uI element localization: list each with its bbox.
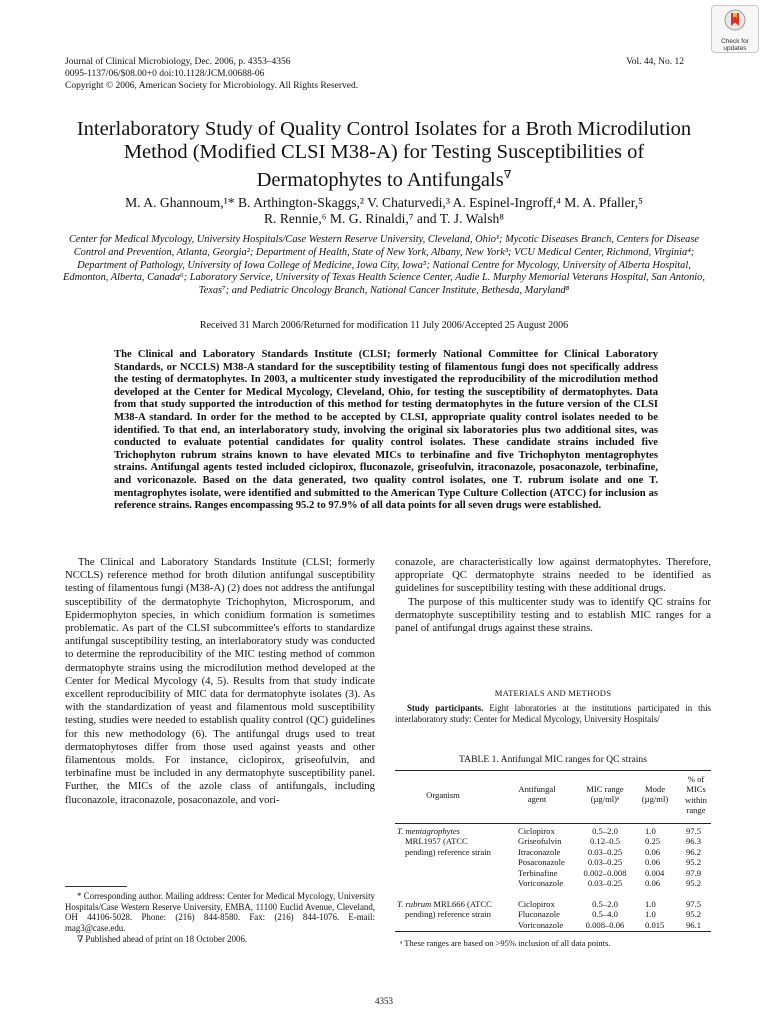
table-header-rule (395, 823, 711, 824)
table-cell-mic: 0.03–0.25 (587, 878, 623, 888)
section-heading-methods: MATERIALS AND METHODS (494, 688, 612, 698)
table-caption: TABLE 1. Antifungal MIC ranges for QC strains (459, 754, 647, 765)
check-for-updates-badge[interactable] (711, 5, 759, 53)
table-cell-organism: pending) reference strain (405, 909, 491, 920)
authors-line-2: R. Rennie,⁶ M. G. Rinaldi,⁷ and T. J. Walsh⁸ (263, 211, 505, 226)
table-header-mode: Mode (µg/ml) (641, 784, 669, 805)
table-cell-agent: Voriconazole (518, 919, 564, 930)
table-header-organism: Organism (426, 790, 460, 800)
table-cell-agent: Voriconazole (518, 878, 564, 888)
body-left-column (65, 556, 375, 807)
table-footnote: ᵃ These ranges are based on >95% inclusion of all data points. (400, 938, 611, 948)
study-participants-paragraph (395, 703, 711, 725)
table-cell-mode: 0.015 (645, 919, 665, 930)
table-bottom-rule (395, 931, 711, 932)
table-cell-agent: Ciclopirox (518, 826, 555, 836)
badge-label-1: Check for (721, 38, 749, 45)
table-cell-mode: 0.004 (645, 867, 665, 878)
table-cell-mode: 0.25 (645, 836, 661, 847)
footnotes (65, 891, 375, 945)
table-cell-organism: pending) reference strain (405, 846, 491, 857)
table-cell-mode: 1.0 (645, 909, 656, 920)
body-right-column (395, 556, 711, 635)
table-cell-pct: 97.5 (686, 899, 702, 909)
table-cell-agent: Terbinafine (518, 867, 558, 878)
table-cell-mic: 0.008–0.06 (585, 919, 625, 930)
table-cell-pct: 95.2 (686, 909, 702, 920)
table-cell-mode: 0.06 (645, 857, 661, 868)
table-top-rule (395, 770, 711, 771)
table-cell-agent: Ciclopirox (518, 899, 555, 909)
body-paragraph: conazole, are characteristically low against dermatophytes. Therefore, appropriate QC dermatophyte strains needed to be identified as guidelines for susceptibility testing with these additional drugs. (395, 556, 711, 595)
run-in-heading: Study participants. (407, 703, 484, 713)
table-cell-pct: 95.2 (686, 878, 702, 888)
table-cell-mic: 0.5–2.0 (592, 899, 618, 909)
table-cell-pct: 96.3 (686, 836, 702, 847)
received-dates: Received 31 March 2006/Returned for modification 11 July 2006/Accepted 25 August 2006 (199, 320, 569, 331)
abstract: The Clinical and Laboratory Standards Institute (CLSI; formerly National Committee for Clinical Laboratory Standards, or NCCLS) M38-A standard for the susceptibility testing of filamentous fungi does not specifically address the testing of dermatophytes. In 2003, a multicenter study investigated the reproducibility of the microdilution method developed at the Center for Medical Mycology, Cleveland, Ohio, for testing the susceptibility of dermatophytes. Data from that study supported the introduction of this method for testing dermatophytes in the future version of the CLSI M38-A standard. In order for the method to be accepted by CLSI, appropriate quality control isolates needed to be identified. To that end, an interlaboratory study, involving the original six laboratories plus two additional sites, was conducted to evaluate potential candidates for quality control isolates. These candidate strains included five Trichophyton rubrum strains known to have elevated MICs to terbinafine and five Trichophyton mentagrophytes strains. Antifungal agents tested included ciclopirox, fluconazole, griseofulvin, itraconazole, posaconazole, terbinafine, and voriconazole. Based on the data generated, two quality control isolates, one T. rubrum isolate and one T. mentagrophytes isolate, were identified and submitted to the American Type Culture Collection (ATCC) for inclusion as reference strains. Ranges encompassing 95.2 to 97.9% of all data points for all seven drugs were established. (114, 349, 658, 512)
table-cell-pct: 97.5 (686, 826, 702, 836)
table-cell-organism: T. rubrum MRL666 (ATCC (397, 899, 492, 909)
volume-issue: Vol. 44, No. 12 (626, 57, 684, 67)
footnote-published: ∇ Published ahead of print on 18 October 2006. (77, 933, 248, 944)
issn-doi: 0095-1137/06/$08.00+0 doi:10.1128/JCM.00688-06 (65, 69, 265, 79)
table-cell-agent: Itraconazole (518, 846, 561, 857)
table-cell-pct: 95.2 (686, 857, 702, 868)
copyright-line: Copyright © 2006, American Society for Microbiology. All Rights Reserved. (65, 81, 359, 91)
table-cell-pct: 96.2 (686, 846, 702, 857)
table-cell-pct: 96.1 (686, 919, 702, 930)
table-cell-organism: T. mentagrophytes (397, 826, 461, 836)
table-cell-agent: Posaconazole (518, 857, 565, 868)
table-cell-agent: Griseofulvin (518, 836, 562, 847)
table-cell-mic: 0.03–0.25 (587, 846, 623, 857)
table-header-agent: Antifungal agent (518, 784, 556, 805)
table-cell-mode: 0.06 (645, 878, 661, 888)
article-title-text: Interlaboratory Study of Quality Control Isolates for a Broth Microdilution Method (Modified CLSI M38-A) for Testing Susceptibilities of Dermatophytes to Antifungals (76, 118, 692, 191)
authors-line-1: M. A. Ghannoum,¹* B. Arthington-Skaggs,² V. Chaturvedi,³ A. Espinel-Ingroff,⁴ M. A. Pfaller,⁵ (125, 195, 643, 210)
article-title (70, 118, 698, 192)
affiliations: Center for Medical Mycology, University Hospitals/Case Western Reserve University, Cleveland, Ohio¹; Mycotic Diseases Branch, Centers for Disease Control and Prevention, Atlanta, Georgia²; Department of Health, State of New York, Albany, New York³; VCU Medical Center, Richmond, Virginia⁴; Department of Pathology, University of Iowa College of Medicine, Iowa City, Iowa⁵; National Centre for Mycology, University of Alberta Hospital, Edmonton, Alberta, Canada⁶; Laboratory Service, University of Texas Health Science Center, Audie L. Murphy Memorial Veterans Hospital, San Antonio, Texas⁷; and Pediatric Oncology Branch, National Cancer Institute, Bethesda, Maryland⁸ (63, 234, 705, 297)
journal-citation: Journal of Clinical Microbiology, Dec. 2006, p. 4353–4356 (65, 57, 291, 67)
table-cell-mic: 0.03–0.25 (587, 857, 623, 868)
table-cell-mic: 0.002–0.008 (583, 867, 627, 878)
body-paragraph: The Clinical and Laboratory Standards Institute (CLSI; formerly NCCLS) reference method for broth dilution antifungal susceptibility testing of filamentous fungi (M38-A) (2) does not address the antifungal susceptibility of the dermatophyte Trichophyton, Microsporum, and Epidermophyton species, in which conidium formation is sometimes problematic. As part of the CLSI subcommittee's efforts to standardize antifungal susceptibility testing, an interlaboratory study was conducted to determine the reproducibility of the MIC testing method of common dermatophyte strains using the microdilution method developed at the Center for Medical Mycology (4, 5). Results from that study indicate excellent reproducibility of MIC data for dermatophyte isolates (3). As with the standardization of yeast and filamentous mold susceptibility testing, studies were needed to establish quality control (QC) guidelines for this new methodology (6). The antifungal drugs used to treat dermatophytoses differ from those used against yeasts and other filamentous molds. For instance, ciclopirox, griseofulvin, and terbinafine must be included in any dermatophyte susceptibility panel. Further, the MICs of the azole class of antifungals, including fluconazole, itraconazole, posaconazole, and vori- (65, 556, 375, 806)
table-cell-mode: 0.06 (645, 846, 661, 857)
table-cell-organism: MRL1957 (ATCC (405, 836, 468, 847)
footnote-corresponding: * Corresponding author. Mailing address: Center for Medical Mycology, University Hospitals/Case Western Reserve University, EMBA, 11100 Euclid Avenue, Cleveland, OH 44106-5028. Phone: (216) 844-8580. Fax: (216) 844-1076. E-mail: mag3@case.edu. (65, 891, 375, 934)
title-footnote-mark: ∇ (503, 169, 512, 181)
badge-label-2: updates (723, 45, 747, 52)
table-header-percent: % of MICs within range (685, 774, 707, 816)
page-number: 4353 (375, 996, 393, 1006)
bookmark-icon (724, 9, 746, 33)
table-cell-pct: 97.9 (686, 867, 702, 878)
table-cell-mic: 0.5–4.0 (592, 909, 618, 920)
table-cell-mic: 0.12–0.5 (589, 836, 621, 847)
table-header-mic: MIC range (µg/ml)ᵃ (586, 784, 624, 805)
body-paragraph: The purpose of this multicenter study was to identify QC strains for dermatophyte susceptibility testing and to establish MIC ranges for a panel of antifungal drugs against these strains. (395, 595, 711, 635)
table-cell-mode: 1.0 (645, 826, 656, 836)
footnote-rule (65, 886, 127, 887)
table-cell-mic: 0.5–2.0 (592, 826, 618, 836)
table-cell-mode: 1.0 (645, 899, 656, 909)
author-list (70, 195, 698, 227)
study-participants-text: Eight laboratories at the institutions participated in this interlaboratory study: Center for Medical Mycology, University Hospitals/ (395, 703, 711, 725)
table-cell-agent: Fluconazole (518, 909, 560, 920)
